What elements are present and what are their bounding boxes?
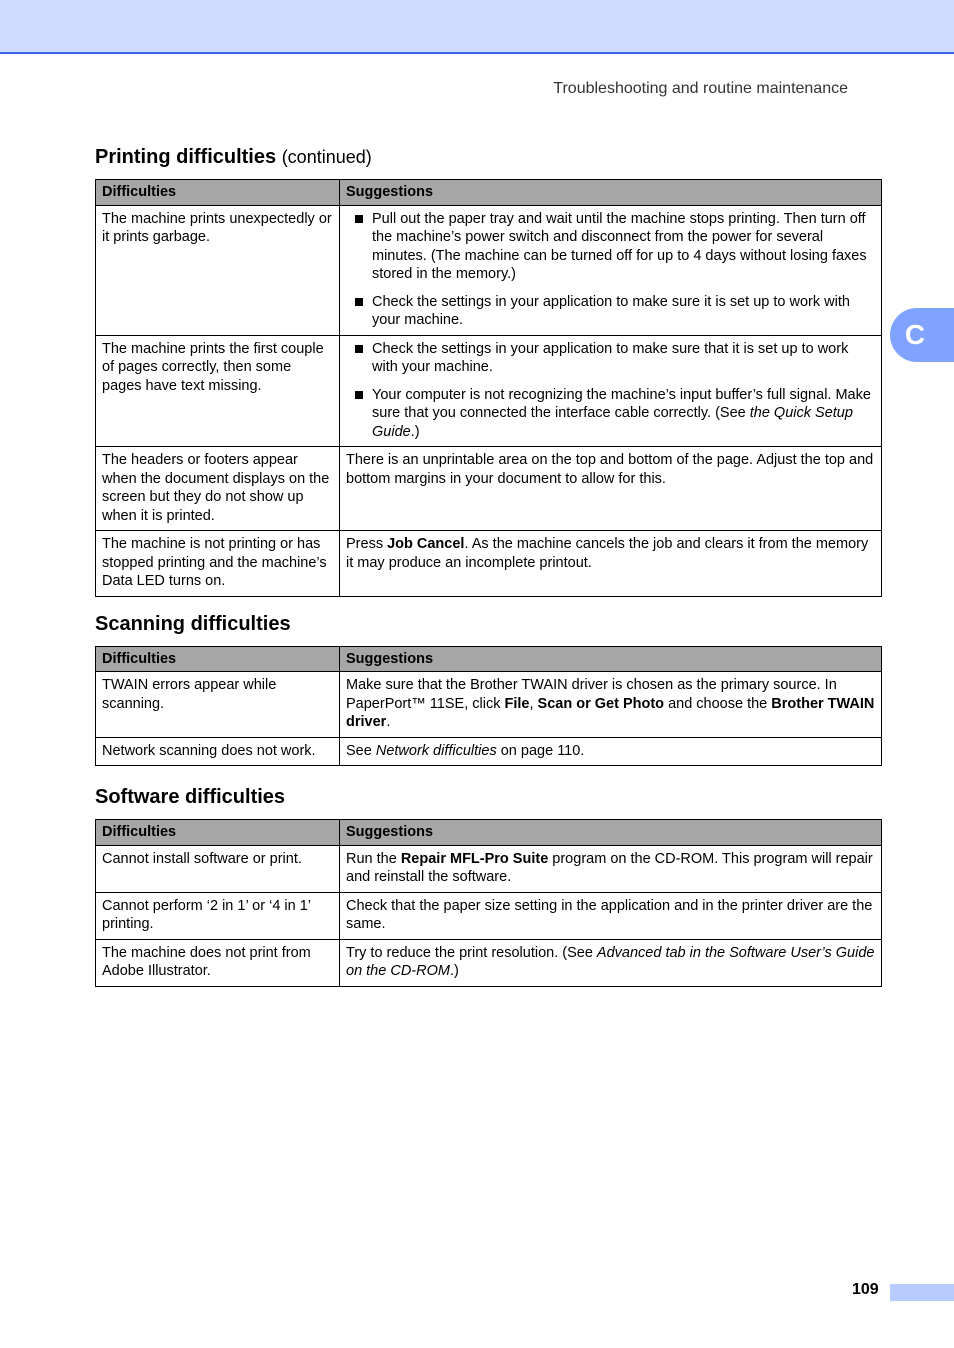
printing-section-title — [95, 146, 881, 169]
suggestion-cell: Check that the paper size setting in the application and in the printer driver are the same. — [340, 892, 882, 939]
column-header-difficulties: Difficulties — [96, 180, 340, 206]
table-row — [96, 335, 882, 447]
difficulty-cell: The machine is not printing or has stopped printing and the machine’s Data LED turns on. — [96, 531, 340, 597]
quick-setup-guide-reference: the Quick Setup Guide — [372, 405, 853, 440]
difficulty-cell: Cannot install software or print. — [96, 845, 340, 892]
software-guide-reference: Advanced tab in the Software User’s Guide on the CD-ROM — [346, 944, 875, 979]
table-header-row — [96, 180, 882, 206]
suggestion-cell — [340, 205, 882, 335]
suggestion-text: . As the machine cancels the job and clears it from the memory it may produce an incomplete printout. — [346, 536, 869, 571]
column-header-suggestions: Suggestions — [340, 180, 882, 206]
list-item — [346, 386, 875, 442]
suggestion-text: .) — [410, 423, 420, 440]
table-row — [96, 845, 882, 892]
difficulty-cell: The machine does not print from Adobe Illustrator. — [96, 939, 340, 986]
list-item — [346, 340, 875, 377]
suggestion-cell — [340, 939, 882, 986]
column-header-suggestions: Suggestions — [340, 646, 882, 672]
scanning-difficulties-table — [95, 646, 882, 767]
suggestion-text: . — [386, 714, 391, 730]
column-header-difficulties: Difficulties — [96, 820, 340, 846]
chapter-tab-letter: C — [904, 319, 926, 350]
suggestion-list — [346, 340, 875, 442]
difficulty-cell: Cannot perform ‘2 in 1’ or ‘4 in 1’ printing. — [96, 892, 340, 939]
scanning-section-title: Scanning difficulties — [95, 612, 291, 635]
suggestion-text: Run the — [346, 850, 401, 867]
table-row — [96, 531, 882, 597]
square-bullet-icon — [355, 298, 363, 306]
suggestion-text: Your computer is not recognizing the machine’s input buffer’s full signal. Make sure that you connected the interface cable correctly. (See — [372, 386, 871, 421]
chapter-tab — [890, 308, 954, 362]
suggestion-text: Press — [346, 536, 388, 552]
difficulty-cell: The machine prints unexpectedly or it prints garbage. — [96, 205, 340, 335]
suggestion-text: .) — [449, 963, 459, 979]
table-row — [96, 939, 882, 986]
suggestion-text: Check the settings in your application to make sure that it is set up to work with your machine. — [372, 340, 849, 375]
suggestion-list — [346, 210, 875, 330]
table-row — [96, 205, 882, 335]
suggestion-cell — [340, 531, 882, 597]
square-bullet-icon — [355, 345, 363, 353]
table-row — [96, 447, 882, 531]
suggestion-text: , — [529, 695, 538, 712]
suggestion-cell — [340, 672, 882, 738]
difficulty-cell: TWAIN errors appear while scanning. — [96, 672, 340, 738]
page-content — [95, 146, 881, 987]
printing-continued-text: (continued) — [281, 147, 372, 167]
repair-program-label: Repair MFL-Pro Suite — [400, 850, 549, 867]
column-header-difficulties: Difficulties — [96, 646, 340, 672]
square-bullet-icon — [355, 215, 363, 223]
column-header-suggestions: Suggestions — [340, 820, 882, 846]
square-bullet-icon — [355, 391, 363, 399]
printing-title-text: Printing difficulties — [95, 146, 277, 168]
difficulty-cell: Network scanning does not work. — [96, 737, 340, 766]
table-row — [96, 672, 882, 738]
twain-driver-label: Brother TWAIN driver — [346, 695, 875, 730]
printing-difficulties-table — [95, 179, 882, 597]
table-row — [96, 892, 882, 939]
job-cancel-key-label: Job Cancel — [387, 536, 465, 552]
software-difficulties-table — [95, 819, 882, 987]
suggestion-text: Check the settings in your application to make sure it is set up to work with your machine. — [372, 293, 850, 328]
running-header: Troubleshooting and routine maintenance — [553, 80, 848, 97]
suggestion-cell — [340, 737, 882, 766]
suggestion-cell — [340, 845, 882, 892]
list-item — [346, 293, 875, 330]
suggestion-cell — [340, 335, 882, 447]
header-band — [0, 0, 954, 54]
suggestion-text: program on the CD-ROM. This program will repair and reinstall the software. — [346, 850, 873, 885]
network-difficulties-reference: Network difficulties — [375, 742, 497, 759]
difficulty-cell: The machine prints the first couple of pages correctly, then some pages have text missing. — [96, 335, 340, 447]
suggestion-cell: There is an unprintable area on the top and bottom of the page. Adjust the top and bottom margins in your document to allow for this. — [340, 447, 882, 531]
footer-band — [890, 1284, 954, 1301]
suggestion-text: on page 110. — [496, 742, 585, 759]
suggestion-text: Try to reduce the print resolution. (See — [346, 944, 597, 961]
page-number: 109 — [852, 1281, 879, 1298]
suggestion-text: See — [346, 742, 376, 759]
software-section-title: Software difficulties — [95, 786, 286, 808]
file-menu-label: File — [504, 695, 530, 712]
scan-menu-label: Scan or Get Photo — [537, 695, 665, 712]
difficulty-cell: The headers or footers appear when the document displays on the screen but they do not show up when it is printed. — [96, 447, 340, 531]
suggestion-text: Make sure that the Brother TWAIN driver is chosen as the primary source. In PaperPort™ 11SE, click — [346, 677, 837, 712]
table-header-row — [96, 820, 882, 846]
suggestion-text: and choose the — [664, 695, 772, 712]
table-header-row — [96, 646, 882, 672]
table-row — [96, 737, 882, 766]
list-item — [346, 210, 875, 284]
suggestion-text: Pull out the paper tray and wait until the machine stops printing. Then turn off the machine’s power switch and disconnect from the power for several minutes. (The machine can be turned off for up to 4 days without losing faxes stored in the memory.) — [372, 210, 867, 282]
